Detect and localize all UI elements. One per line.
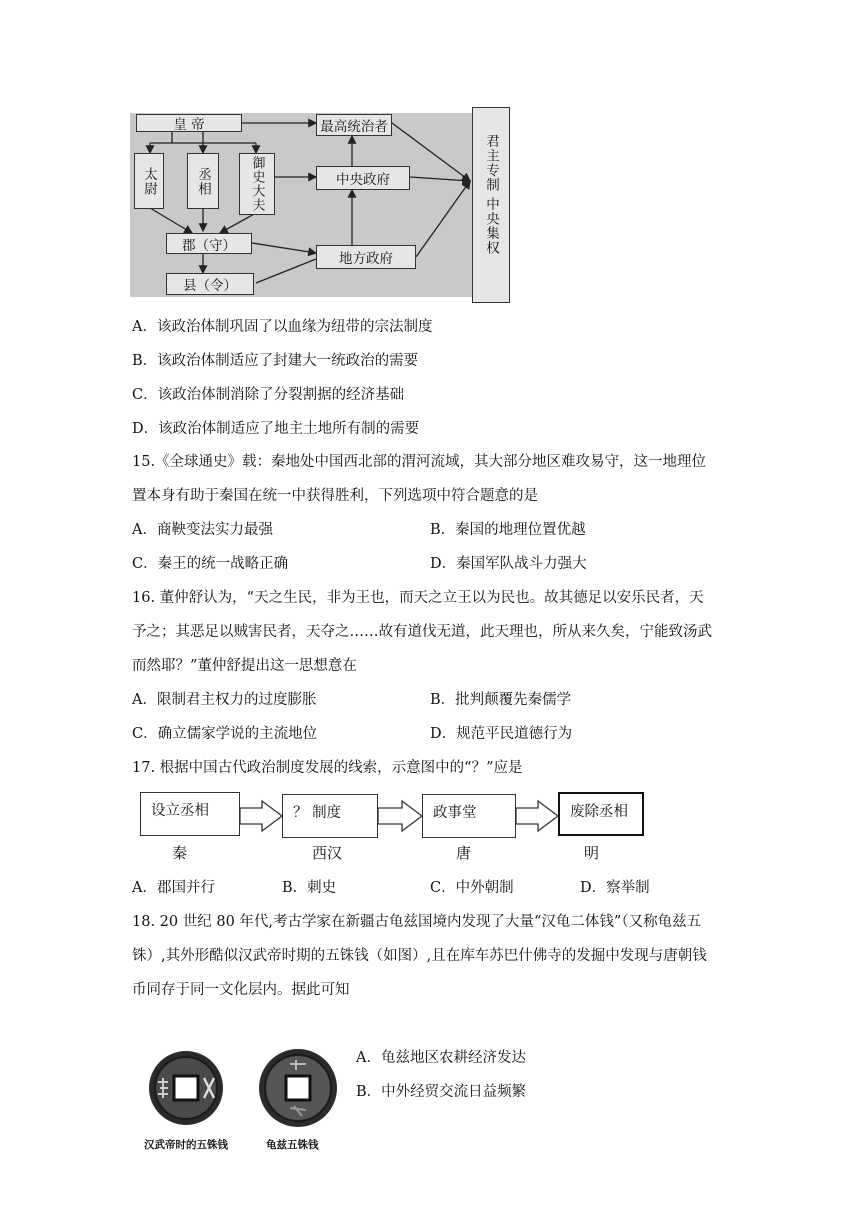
chengxiang-box: 丞相 [187, 153, 219, 209]
q15-option-b: B．秦国的地理位置优越 [430, 522, 586, 538]
q14-option-d: D．该政治体制适应了地主土地所有制的需要 [132, 421, 420, 437]
q17-flow-diagram [140, 788, 660, 868]
q14-option-b: B．该政治体制适应了封建大一统政治的需要 [132, 353, 419, 369]
autocracy-box: 君主专制 中央集权 [472, 107, 510, 303]
q17-option-b: B．刺史 [282, 880, 337, 896]
xian-box: 县（令） [166, 273, 254, 295]
han-wuzhu-coin-image [146, 1048, 226, 1128]
q17-stem: 17. 根据中国古代政治制度发展的线索，示意图中的“？”应是 [132, 760, 523, 776]
q16-option-d: D．规范平民道德行为 [430, 726, 573, 742]
q16-stem-2: 予之；其恶足以贼害民者，天夺之……故有道伐无道，此天理也，所从来久矣，宁能致汤武 [132, 624, 712, 640]
central-gov-box: 中央政府 [316, 166, 410, 190]
q16-stem-3: 而然耶？”董仲舒提出这一思想意在 [132, 658, 357, 674]
q17-option-c: C．中外朝制 [430, 880, 514, 896]
q16-option-a: A．限制君主权力的过度膨胀 [132, 692, 317, 708]
q15-option-a: A．商鞅变法实力最强 [132, 522, 273, 538]
q15-option-d: D．秦国军队战斗力强大 [430, 556, 587, 572]
q15-stem-2: 置本身有助于秦国在统一中获得胜利，下列选项中符合题意的是 [132, 488, 538, 504]
q18-stem-1: 18. 20 世纪 80 年代,考古学家在新疆古龟兹国境内发现了大量“汉龟二体钱”（又称龟兹五 [132, 914, 702, 930]
coin2-caption: 龟兹五铢钱 [266, 1139, 319, 1151]
coin1-caption: 汉武帝时的五铢钱 [144, 1139, 228, 1151]
taiwei-box: 太尉 [134, 153, 164, 209]
jun-box: 郡（守） [166, 233, 252, 254]
qiuci-wuzhu-coin-image [256, 1046, 340, 1130]
q15-stem-1: 15.《全球通史》载：秦地处中国西北部的渭河流域，其大部分地区难攻易守，这一地理位 [132, 454, 707, 470]
political-system-diagram [130, 113, 509, 297]
q18-stem-3: 币同存于同一文化层内。据此可知 [132, 982, 350, 998]
q17-option-a: A．郡国并行 [132, 880, 215, 896]
dynasty-xihan: 西汉 [312, 844, 343, 862]
q14-option-c: C．该政治体制消除了分裂割据的经济基础 [132, 387, 405, 403]
q15-option-c: C．秦王的统一战略正确 [132, 556, 289, 572]
yushi-box: 御史大夫 [239, 153, 275, 215]
q16-option-b: B．批判颠覆先秦儒学 [430, 692, 572, 708]
q17-option-d: D．察举制 [580, 880, 650, 896]
local-gov-box: 地方政府 [316, 245, 416, 269]
flow-box-3: 政事堂 [422, 794, 516, 838]
emperor-box: 皇 帝 [136, 114, 242, 132]
q18-stem-2: 铢）,其外形酷似汉武帝时期的五铢钱（如图）,且在库车苏巴什佛寺的发掘中发现与唐朝钱 [132, 948, 707, 964]
top-ruler-box: 最高统治者 [316, 114, 392, 136]
flow-box-4: 废除丞相 [558, 792, 644, 836]
q16-option-c: C．确立儒家学说的主流地位 [132, 726, 318, 742]
flow-box-2: ？ 制度 [282, 794, 378, 838]
dynasty-qin: 秦 [172, 844, 188, 862]
q18-option-a: A．龟兹地区农耕经济发达 [356, 1050, 526, 1066]
dynasty-tang: 唐 [456, 844, 472, 862]
q14-option-a: A．该政治体制巩固了以血缘为纽带的宗法制度 [132, 319, 433, 335]
q16-stem-1: 16. 董仲舒认为，“天之生民，非为王也，而天之立王以为民也。故其德足以安乐民者，天 [132, 590, 704, 606]
flow-box-1: 设立丞相 [140, 792, 240, 836]
dynasty-ming: 明 [584, 844, 600, 862]
q18-option-b: B．中外经贸交流日益频繁 [356, 1084, 527, 1100]
